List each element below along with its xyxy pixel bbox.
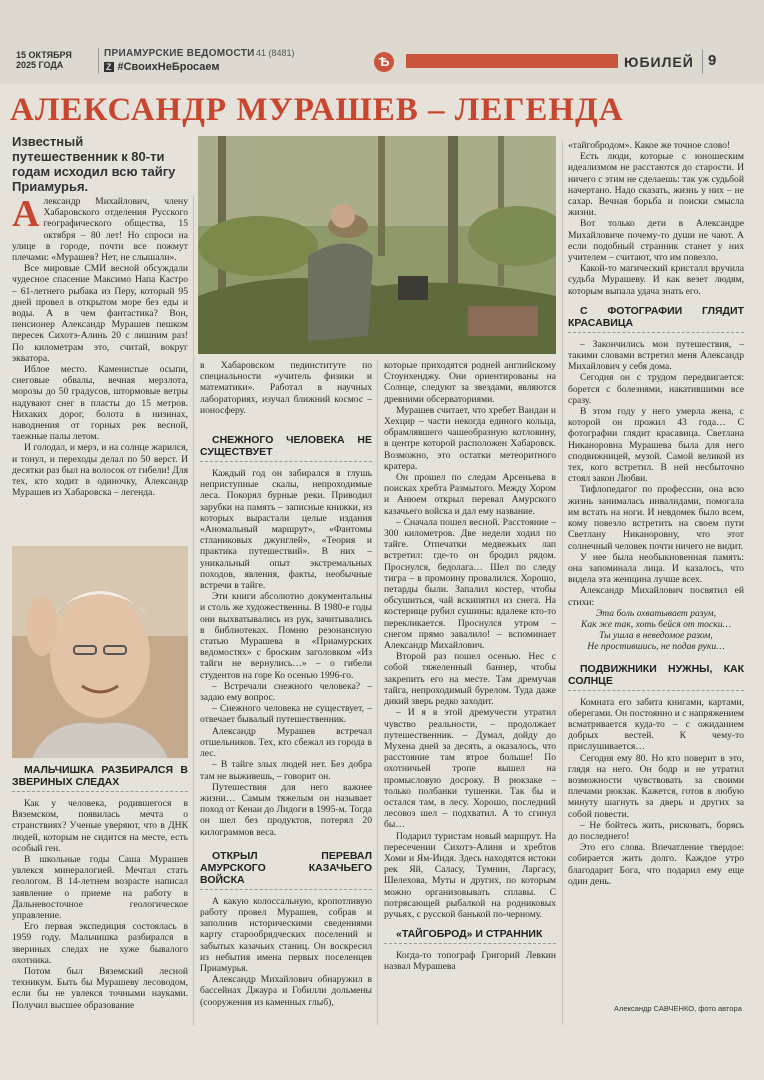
poem-line: Как же так, хоть бейся от тоски…: [580, 618, 732, 630]
paragraph: Его первая экспедиция состоялась в 1959 году. Мальчишка разбирался в звериных следах не хуже бывалого охотника.: [12, 921, 188, 966]
poem-line: Эта боль охватывает разум,: [595, 607, 717, 619]
column-rule: [562, 140, 563, 1025]
column-2: [200, 360, 372, 1025]
paragraph: Александр Михайлович посвятил ей стихи:: [568, 585, 744, 608]
paragraph: Второй раз пошел осенью. Нес с собой тяжеленный баннер, чтобы закрепить его на месте. Там дремучая тайга, непроходимый бурелом. Туда даже дикий зверь редко заходит.: [384, 651, 556, 708]
paragraph: Сегодня он с трудом передвигается: борется с болезнями, накатившими все сразу.: [568, 372, 744, 406]
paragraph: И голодал, и мерз, и на солнце жарился, и тонул, и переходы делал по 50 верст. И десятки раз был на волосок от гибели! Для тех, кто ходит в одиночку, Александр Мурашев из Хабаровска – легенда.: [12, 442, 188, 499]
paragraph: – Не бойтесь жить, рисковать, борясь до последнего!: [568, 819, 744, 842]
column-4: [568, 140, 744, 1000]
poem: [568, 608, 744, 653]
drop-cap: А: [12, 196, 40, 235]
paragraph: «тайгобродом». Какое же точное слово!: [568, 140, 731, 151]
column-3: [384, 360, 556, 1025]
paragraph: Комната его забита книгами, картами, оберегами. Он постоянно и с напряжением всматривается куда-то – с ожиданием добрых вестей. К чему-то прислушивается…: [568, 696, 744, 753]
paragraph: В этом году у него умерла жена, с которой он прожил 43 года… С фотографии глядит красавица. Светлана Никаноровна Мурашева была для него сподвижницей, музой. Самой великой из тех, кого встретил. В ней несбыточно стоял закон Любви.: [568, 406, 744, 485]
newspaper-name: ПРИАМУРСКИЕ ВЕДОМОСТИ: [104, 48, 255, 59]
paragraph: Есть люди, которые с юношеским идеализмом не расстаются до старости. И ничего с этим не сделаешь: так уж судьбой начертано. Надо сказать, жизнь у них – не сахар. Вечная борьба и поиски смысла жизни.: [568, 151, 744, 219]
article-lead: Известный путешественник к 80-ти годам исходил всю тайгу Приамурья.: [12, 134, 176, 194]
forest-photo: [198, 136, 556, 354]
paragraph: лександр Михайлович, члену Хабаровского отделения Русского географического общества, 15 октября – 80 лет! Но спроси на улице в городе, почти все пожмут плечами: «Мурашев? Нет, не слышали».: [12, 196, 188, 264]
paragraph: – В тайге злых людей нет. Без добра там не выживешь, – говорит он.: [200, 759, 372, 782]
subheading: «ТАЙГОБРОД» И СТРАННИК: [384, 928, 556, 944]
paragraph: Все мировые СМИ весной обсуждали чудесное спасение Максимо Напа Кастро – 61-летнего рыбака из Перу, который 95 дней провел в открытом море без еды и воды. А в чем фантастика? Вон, пенсионер Александр Мурашев пешком пересек Сихотэ-Алинь 20 с лишним раз! По километрам это, считай, вокруг экватора.: [12, 263, 188, 364]
paragraph: Иблое место. Каменистые осыпи, снеговые обвалы, вечная мерзлота, морозы до 50 градусов, штормовые ветры надувают снег в пласты до 15 метров. Нихаких дорог, болота в низинах, наводнения от горных рек весной, таежные палы летом.: [12, 364, 188, 443]
paragraph: которые приходятся родней английскому Стоунхенджу. Они ориентированы на Солнце, следуют за звездами, являются древними обсерваториями.: [384, 360, 556, 405]
paragraph: Путешествия для него важнее жизни… Самым тяжелым он называет поход от Кенаи до Лидоги в 1995-м. Тогда он шел без продуктов, потерял 20 килограммов веса.: [200, 781, 372, 838]
subheading: СНЕЖНОГО ЧЕЛОВЕКА НЕ СУЩЕСТВУЕТ: [200, 434, 372, 462]
paragraph: Когда-то топограф Григорий Левкин назвал Мурашева: [384, 950, 556, 973]
subheading: С ФОТОГРАФИИ ГЛЯДИТ КРАСАВИЦА: [568, 305, 744, 333]
poem-line: Не простившись, не подав руки…: [587, 641, 725, 653]
paragraph: Эти книги абсолютно документальны и столь же художественны. В 1980-е годы они выхватывались из рук, зачитывались в библиотеках. Помню резонансную статью Мурашева в «Приамурских ведомостях» с броским заголовком «Из тайги не вернулись…» – о гибели студентов на горе Ко осенью 1996-го.: [200, 591, 372, 681]
author-signature: Александр САВЧЕНКО, фото автора: [614, 1004, 742, 1013]
paragraph: – Снежного человека не существует, – отвечает бывалый путешественник.: [200, 703, 372, 726]
paragraph: в Хабаровском пединституте по специальности «учитель физики и математики». Работал в научных лабораториях, изучал ближний космос – ионосферу.: [200, 360, 372, 416]
page-header: [0, 0, 764, 84]
issue-date: 15 ОКТЯБРЯ 2025 ГОДА: [16, 50, 72, 70]
paragraph: Это его слова. Впечатление твердое: собирается жить долго. Каждое утро благодарит Бога, что подарил ему еще один день.: [568, 842, 744, 887]
paragraph: Потом был Вяземский лесной техникум. Быть бы Мурашеву лесоводом, если бы не увлекся точными науками. Получил высшее образование: [12, 966, 188, 1011]
paragraph: Он прошел по следам Арсеньева в поисках хребта Размытого. Между Хором и Анюем открыл перевал Амурского казачьего войска и дал ему название.: [384, 472, 556, 517]
hashtag-banner: [104, 61, 220, 73]
paragraph: Вот только дети в Александре Михайловиче почему-то души не чают. А если подобный странник станет у них учителем – считают, что им повезло.: [568, 218, 744, 264]
paragraph: Александр Мурашев встречал отшельников. Тех, кто сбежал из города в лес.: [200, 725, 372, 760]
newspaper-logo-icon: Ѣ: [374, 52, 394, 72]
hashtag-text: #СвоихНеБросаем: [117, 61, 220, 73]
paragraph: Как у человека, родившегося в Вяземском, появилась мечта о странствиях? Ученые уверяют, что в ДНК людей, которым не сидится на месте, есть особый ген.: [12, 798, 188, 854]
portrait-photo: [12, 546, 188, 758]
subheading: МАЛЬЧИШКА РАЗБИРАЛСЯ В ЗВЕРИНЫХ СЛЕДАХ: [12, 764, 188, 792]
column-1-top: [12, 196, 188, 541]
paragraph: Каждый год он забирался в глушь неприступные скалы, непроходимые леса. Покорял бурные реки. Приводил зарубки на память – записные книжки, из которых вырастали целые издания «Аномальный маршрут», «Фантомы стланиковых джунглей», «Теория и практика путешествий». В них – уникальный опыт экстремальных походов, явления, факты, необычные встречи в тайге.: [200, 468, 372, 592]
paragraph: – Встречали снежного человека? – задаю ему вопрос.: [200, 680, 372, 704]
column-1-bottom: [12, 764, 188, 1026]
paragraph: Александр Михайлович обнаружил в бассейнах Джаура и Гобилли дольмены (сооружения из каменных глыб),: [200, 974, 372, 1008]
paragraph: Сегодня ему 80. Но кто поверит в это, глядя на него. Он бодр и не утратил возможности чувствовать за своими плечами рюкзак. Кажется, готов в любую минуту шагнуть за дверь и других за собой повести.: [568, 752, 744, 820]
paragraph: У нее была необыкновенная память: она запоминала лица. И казалось, что видела эта женщина лучше всех.: [568, 551, 744, 586]
poem-line: Ты ушла в неведомое разом,: [599, 630, 713, 642]
article-headline: АЛЕКСАНДР МУРАШЕВ – ЛЕГЕНДА: [10, 92, 624, 128]
paragraph: Тифлопедагог по профессии, она всю жизнь занималась инвалидами, помогала им встать на ноги. И невдомек было всем, кому повезло встретить на своем пути Светлану Никаноровну, что этот солнечный человек почти ничего не видит.: [568, 484, 744, 552]
paragraph: Мурашев считает, что хребет Вандан и Хехцир – части некогда единого кольца, обрамлявшего чашеобразную котловину, в центре которой расположен Хабаровск. Возможно, это остатки метеоритного кратера.: [384, 404, 556, 472]
page-number-divider: [702, 50, 703, 74]
paragraph: – Закончились мои путешествия, – такими словами встретил меня Александр Михайлович у себя дома.: [568, 338, 744, 373]
paragraph: Какой-то магический кристалл вручила судьба Мурашеву. И как везет людям, которым выпала удача знать его.: [568, 263, 744, 297]
header-divider: [98, 48, 99, 74]
column-rule: [377, 360, 378, 1025]
subheading: ПОДВИЖНИКИ НУЖНЫ, КАК СОЛНЦЕ: [568, 663, 744, 691]
page-number: 9: [708, 52, 717, 69]
paragraph: В школьные годы Саша Мурашев увлекся минералогией. Мечтал стать геологом. В 14-летнем возрасте написал заявление о приеме на работу в Дальневосточное геологическое управление.: [12, 854, 188, 922]
paragraph: Подарил туристам новый маршрут. На пересечении Сихотэ-Алиня и хребтов Хоми и Ям-Иидя. Здесь находятся истоки рек Яй, Саласу, Тумнин, Ларгасу, Шелехова, Муты и других, по которым можно организовывать сплавы. С потрясающей рыбалкой на родниковых ручьях, с русской банькой по-черному.: [384, 830, 556, 920]
paragraph: А какую колоссальную, кропотливую работу провел Мурашев, собрав и заполнив историческими сведениями карту старообрядческих поселений и забытых казачьих станиц. Он воскресил из небытия имена первых поселенцев Приамурья.: [200, 895, 372, 974]
column-rule: [193, 196, 194, 1026]
subheading: ОТКРЫЛ ПЕРЕВАЛ АМУРСКОГО КАЗАЧЬЕГО ВОЙСКА: [200, 850, 372, 890]
issue-number: 41 (8481): [256, 48, 295, 58]
paragraph: – Сначала пошел весной. Расстояние – 300 километров. Две недели ходил по тайге. Отпечатки медвежьих лап встретил: где-то он бродил рядом. Проснулся, бедолага… Шел по следу тигра – в промоину провалился. Хорошо, петарды были. Запалил костер, чтобы обсушиться, чай вскипятил из снега. На костерище рубил сушины: вдалеке кто-то перекликается. Проснулся утром – снегом прямо завалило! – вспоминает Александр Михайлович.: [384, 516, 556, 652]
section-title: ЮБИЛЕЙ: [618, 54, 696, 70]
paragraph: – И я в этой дремучести утратил чувство реальности, – продолжает путешественник. – Думал, дойду до Мухена дней за десять, а оказалось, что расстояние там втрое больше! По охотничьей тропе вышел на промысловую досроку. В рюкзаке – только полбанки тушенки. Так бы и остался там, в лесу. Хорошо, последний лесовоз шел – подхватил. А то сгинул бы…: [384, 707, 556, 831]
z-icon: Z: [106, 62, 112, 72]
